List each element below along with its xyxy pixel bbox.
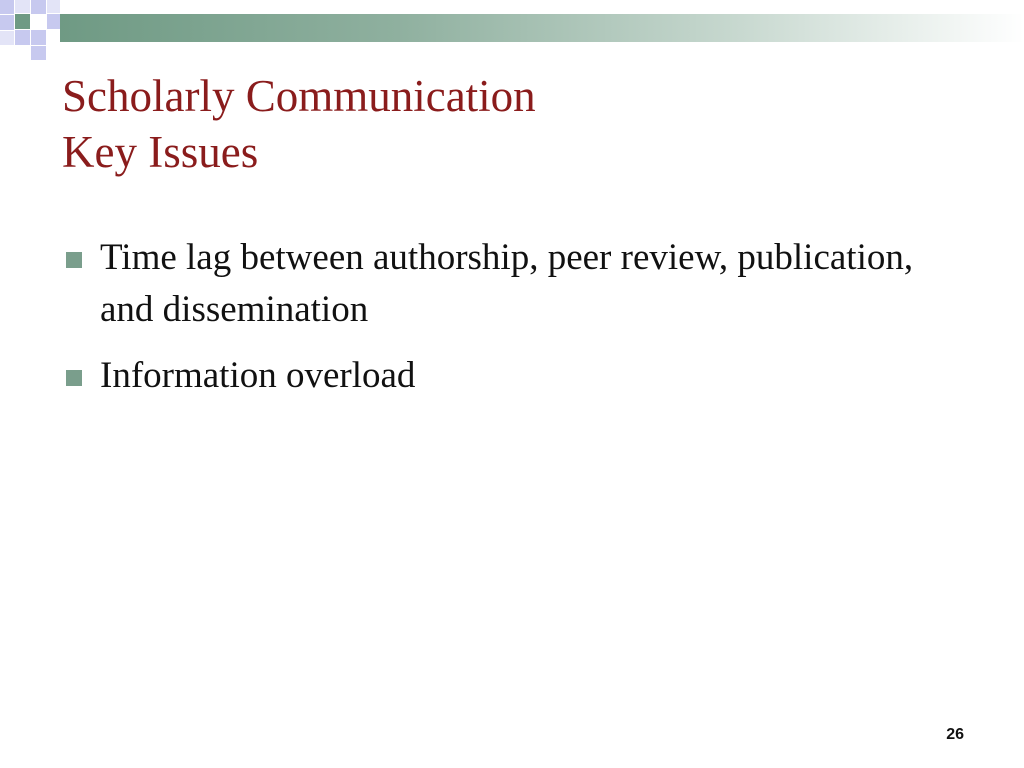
header-gradient-bar (60, 14, 1024, 42)
bullet-item (62, 232, 962, 336)
decor-square (47, 0, 60, 13)
bullet-item (62, 350, 962, 402)
square-bullet-icon (66, 370, 82, 386)
decor-square (0, 15, 14, 30)
slide-title-line-2: Key Issues (62, 127, 259, 177)
decor-square (31, 0, 46, 14)
bullet-text: Time lag between authorship, peer review, publication, and dissemination (100, 237, 914, 330)
slide-title-line-1: Scholarly Communication (62, 71, 536, 121)
slide-title (62, 68, 536, 180)
decor-square (31, 30, 46, 45)
bullet-text: Information overload (100, 355, 416, 396)
decor-square (15, 14, 30, 29)
decor-square (0, 0, 14, 14)
page-number: 26 (946, 726, 964, 743)
bullet-list (62, 232, 962, 416)
decor-square (47, 14, 60, 29)
decor-square (0, 31, 14, 45)
decor-square (15, 30, 30, 45)
square-bullet-icon (66, 252, 82, 268)
decor-square (15, 0, 30, 13)
decor-square (31, 46, 46, 60)
